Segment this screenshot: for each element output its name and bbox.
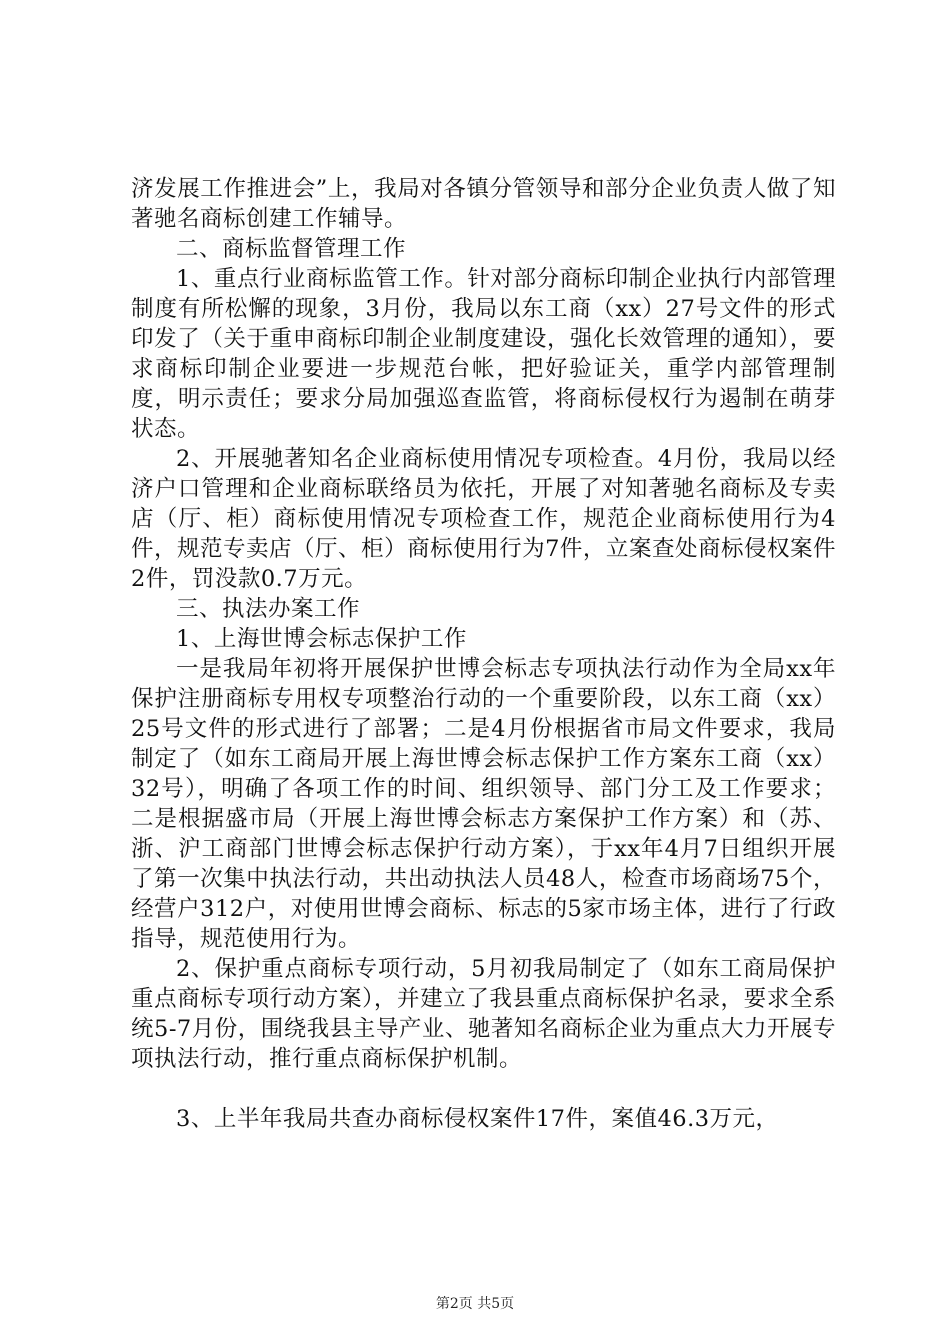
section-heading-2: 二、商标监督管理工作 (176, 236, 407, 262)
subsection-heading-expo: 1、上海世博会标志保护工作 (176, 626, 467, 652)
section-heading-3: 三、执法办案工作 (176, 596, 361, 622)
paragraph-key-brand-action: 2、保护重点商标专项行动，5月初我局制定了（如东工商局保护重点商标专项行动方案），并建立了我县重点商标保护名录，要求全系统5-7月份，围绕我县主导产业、驰著知名商标企业为重点大力开展专项执法行动，推行重点商标保护机制。 (131, 956, 836, 1072)
paragraph-case-summary: 3、上半年我局共查办商标侵权案件17件，案值46.3万元， (176, 1106, 779, 1132)
paragraph-expo-protection: 一是我局年初将开展保护世博会标志专项执法行动作为全局xx年保护注册商标专用权专项整治行动的一个重要阶段，以东工商（xx）25号文件的形式进行了部署；二是4月份根据省市局文件要求，我局制定了（如东工商局开展上海世博会标志保护工作方案东工商（xx）32号），明确了各项工作的时间、组织领导、部门分工及工作要求；二是根据盛市局（开展上海世博会标志方案保护工作方案）和（苏、浙、沪工商部门世博会标志保护行动方案），于xx年4月7日组织开展了第一次集中执法行动，共出动执法人员48人，检查市场商场75个，经营户312户，对使用世博会商标、标志的5家市场主体，进行了行政指导，规范使用行为。 (131, 656, 836, 952)
paragraph-trademark-supervision: 1、重点行业商标监管工作。针对部分商标印制企业执行内部管理制度有所松懈的现象，3月份，我局以东工商（xx）27号文件的形式印发了（关于重申商标印制企业制度建设，强化长效管理的通知），要求商标印制企业要进一步规范台帐，把好验证关，重学内部管理制度，明示责任；要求分局加强巡查监管，将商标侵权行为遏制在萌芽状态。 (131, 266, 836, 442)
paragraph-continuation: 济发展工作推进会”上，我局对各镇分管领导和部分企业负责人做了知著驰名商标创建工作辅导。 (131, 176, 836, 232)
page-number-footer: 第2页 共5页 (435, 1296, 515, 1312)
paragraph-famous-brand-inspection: 2、开展驰著知名企业商标使用情况专项检查。4月份，我局以经济户口管理和企业商标联络员为依托，开展了对知著驰名商标及专卖店（厅、柜）商标使用情况专项检查工作，规范企业商标使用行为4件，规范专卖店（厅、柜）商标使用行为7件，立案查处商标侵权案件2件，罚没款0.7万元。 (131, 446, 836, 592)
document-body (131, 174, 836, 1134)
